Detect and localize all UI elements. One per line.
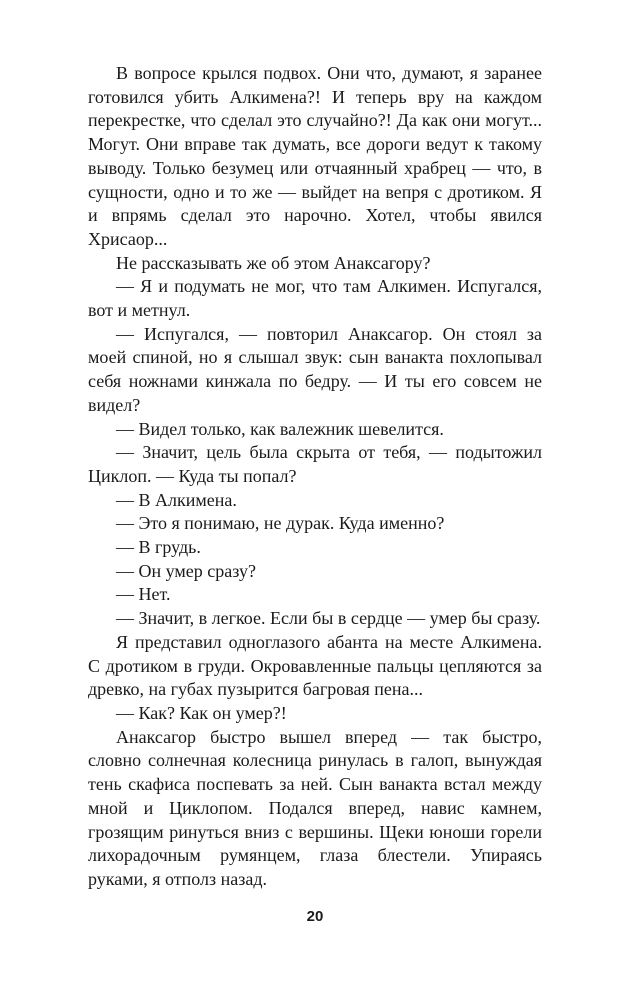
paragraph: — Значит, цель была скрыта от тебя, — подытожил Циклоп. — Куда ты попал? (88, 442, 542, 486)
paragraph: Не рассказывать же об этом Анаксагору? (116, 252, 431, 273)
paragraph: — Я и подумать не мог, что там Алкимен. Испугался, вот и метнул. (88, 276, 542, 321)
paragraph: В вопросе крылся подвох. Они что, думают, я заранее готовился убить Алкимена?! И теперь вру на каждом перекрестке, что сделал это случайно?! Да как они могут... Могут. Они вправе так думать, все дороги ведут к такому выводу. Только безумец или отчаянный храбрец — что, в сущности, одно и то же — выйдет на вепря с дротиком. Я и впрямь сделал это нарочно. Хотел, чтобы явился Хрисаор... (88, 63, 542, 249)
page-text (88, 62, 542, 892)
paragraph: — Он умер сразу? (116, 560, 256, 581)
paragraph: — Нет. (116, 584, 171, 605)
paragraph: Я представил одноглазого абанта на месте Алкимена. С дротиком в груди. Окровавленные пальцы цепляются за древко, на губах пузырится багровая пена... (88, 631, 542, 700)
paragraph: — Как? Как он умер?! (116, 702, 287, 723)
paragraph: — Значит, в легкое. Если бы в сердце — умер бы сразу. (116, 608, 541, 629)
paragraph: — Это я понимаю, не дурак. Куда именно? (116, 513, 445, 534)
paragraph: — В грудь. (116, 537, 201, 558)
paragraph: — Испугался, — повторил Анаксагор. Он стоял за моей спиной, но я слышал звук: сын ванакта похлопывал себя ножнами кинжала по бедру. — И ты его совсем не видел? (88, 323, 542, 415)
paragraph: Анаксагор быстро вышел вперед — так быстро, словно солнечная колесница ринулась в галоп, вынуждая тень скафиса поспевать за ней. Сын ванакта встал между мной и Циклопом. Подался вперед, навис камнем, грозящим ринуться вниз с вершины. Щеки юноши горели лихорадочным румянцем, глаза блестели. Упираясь руками, я отполз назад. (88, 726, 542, 889)
paragraph: — В Алкимена. (116, 489, 237, 510)
page-number: 20 (306, 908, 324, 925)
paragraph: — Видел только, как валежник шевелится. (116, 418, 444, 439)
